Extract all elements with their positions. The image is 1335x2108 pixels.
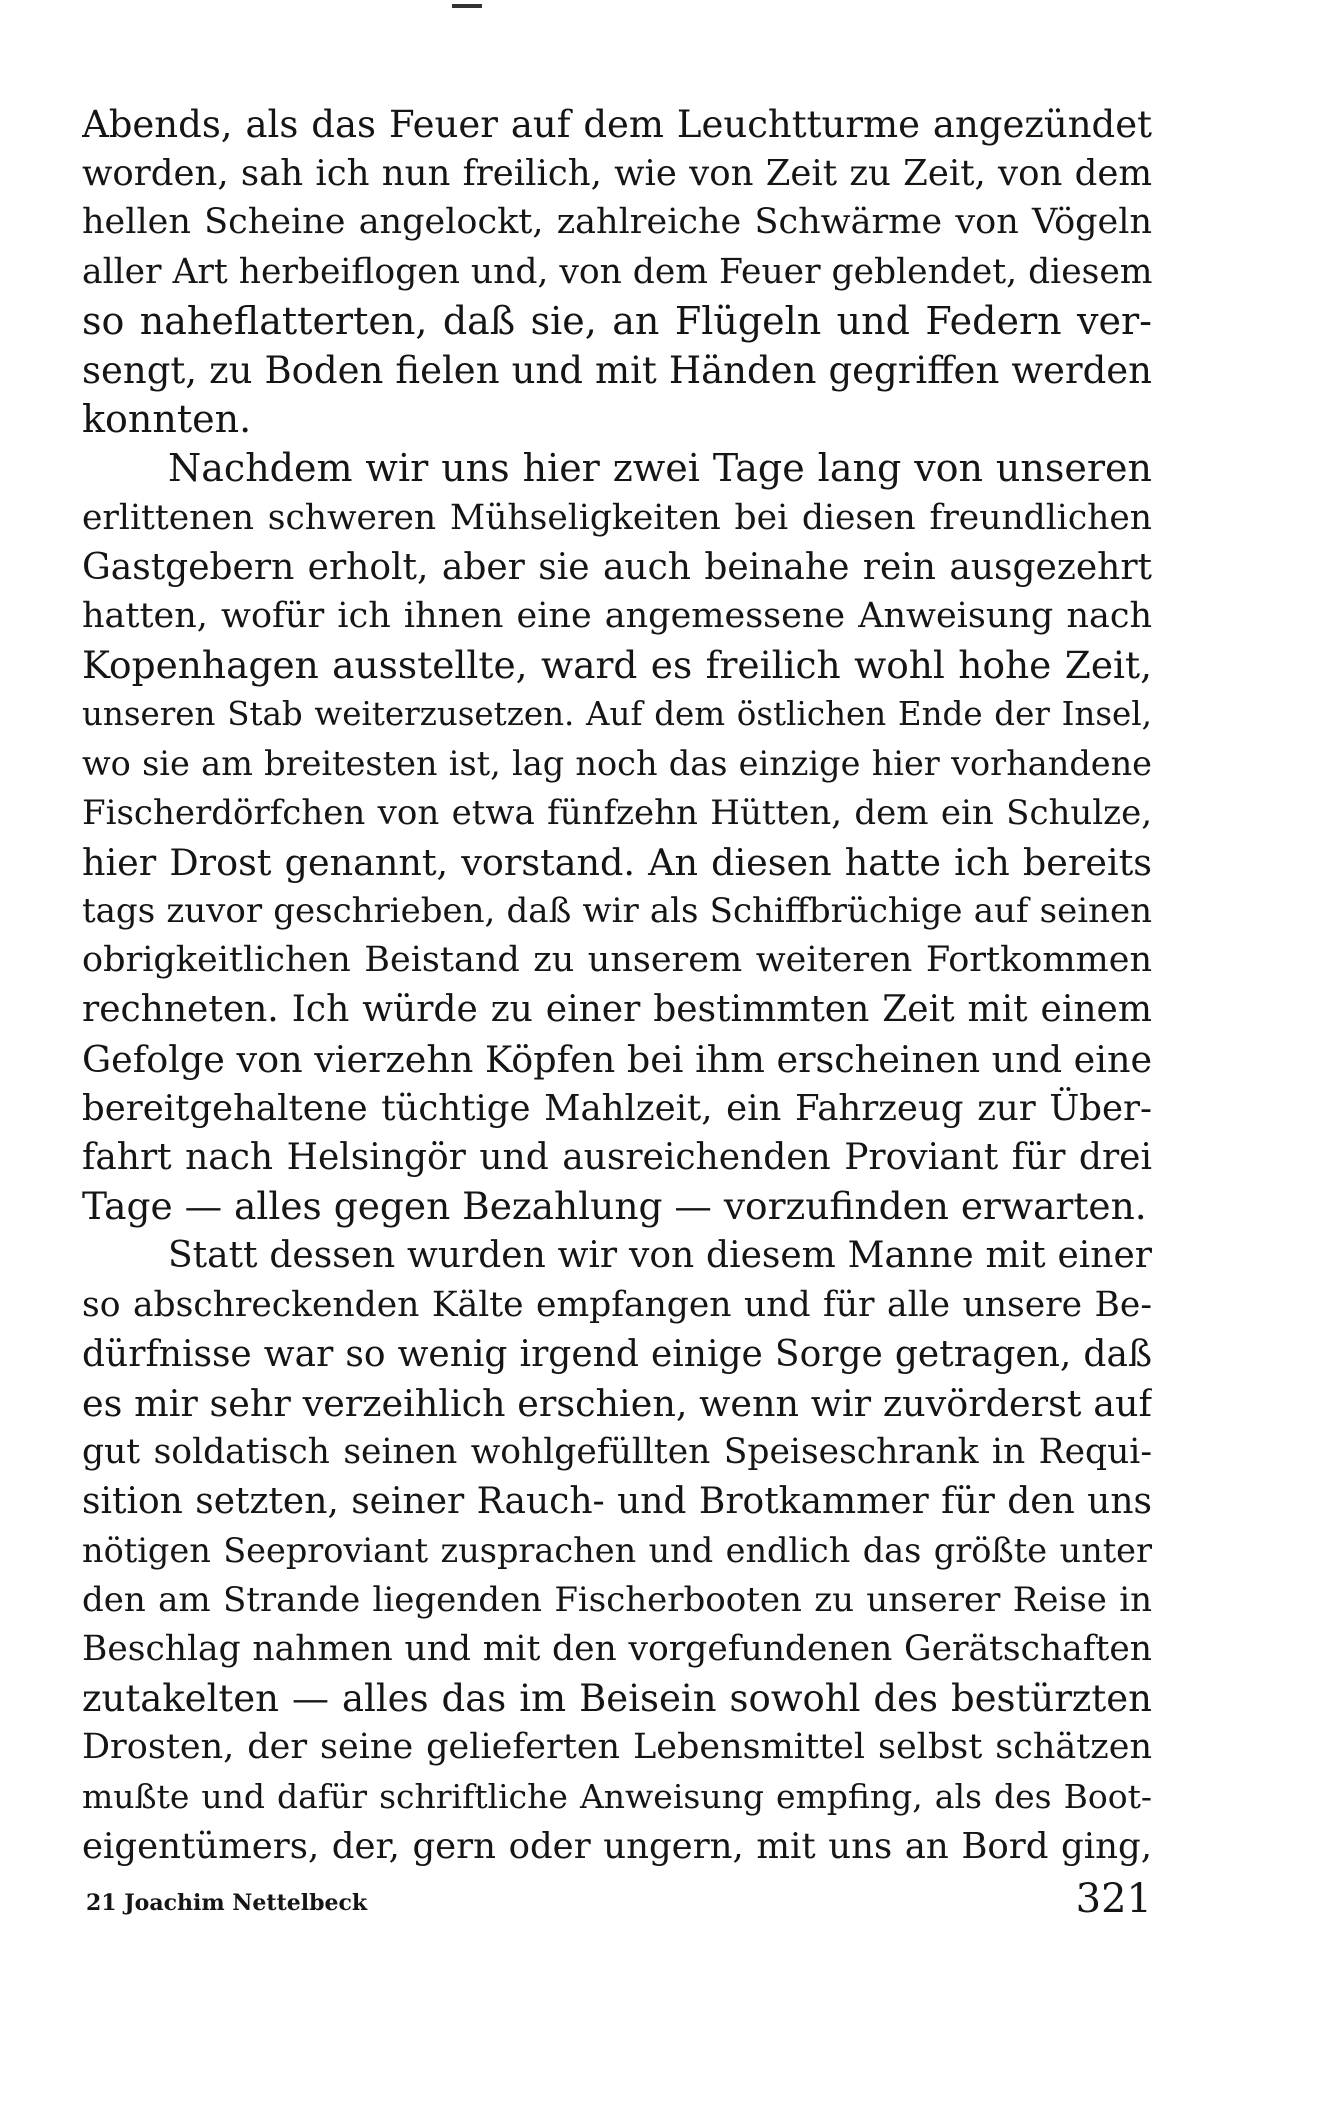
text-line: so abschreckenden Kälte empfangen und für alle unsere Be-	[82, 1284, 1152, 1325]
text-line: mußte und dafür schriftliche Anweisung empfing, als des Boot-	[82, 1777, 1152, 1817]
text-line: Drosten, der seine gelieferten Lebensmittel selbst schätzen	[82, 1727, 1152, 1768]
text-line: Nachdem wir uns hier zwei Tage lang von unseren	[168, 446, 1152, 491]
text-line: fahrt nach Helsingör und ausreichenden Proviant für drei	[82, 1136, 1152, 1178]
text-line: aller Art herbeiflogen und, von dem Feuer geblendet, diesem	[82, 251, 1152, 292]
text-line: hier Drost genannt, vorstand. An diesen hatte ich bereits	[82, 840, 1152, 884]
text-line: Abends, als das Feuer auf dem Leuchtturme angezündet	[82, 103, 1152, 146]
text-line: eigentümers, der, gern oder ungern, mit uns an Bord ging,	[82, 1825, 1152, 1867]
text-line: hellen Scheine angelockt, zahlreiche Schwärme von Vögeln	[82, 202, 1152, 243]
text-line: dürfnisse war so wenig irgend einige Sorge getragen, daß	[82, 1333, 1152, 1375]
text-line: so naheflatterten, daß sie, an Flügeln und Federn ver-	[82, 298, 1152, 343]
text-line: gut soldatisch seinen wohlgefüllten Speiseschrank in Requi-	[82, 1432, 1152, 1473]
text-line: Statt dessen wurden wir von diesem Manne mit einer	[168, 1235, 1152, 1277]
text-line: konnten.	[82, 397, 252, 442]
text-line: Gefolge von vierzehn Köpfen bei ihm erscheinen und eine	[82, 1037, 1152, 1081]
top-print-mark	[452, 4, 482, 8]
page-number: 321	[1075, 1876, 1152, 1922]
text-line: sengt, zu Boden fielen und mit Händen gegriffen werden	[82, 348, 1152, 392]
text-line: wo sie am breitesten ist, lag noch das einzige hier vorhandene	[82, 744, 1152, 784]
text-line: bereitgehaltene tüchtige Mahlzeit, ein Fahrzeug zur Über-	[82, 1087, 1152, 1129]
body-text	[82, 100, 1152, 1871]
printer-signature: 21 Joachim Nettelbeck	[86, 1890, 368, 1916]
text-line: nötigen Seeproviant zusprachen und endlich das größte unter	[82, 1531, 1152, 1571]
text-line: worden, sah ich nun freilich, wie von Zeit zu Zeit, von dem	[82, 153, 1152, 195]
text-line: zutakelten — alles das im Beisein sowohl des bestürzten	[82, 1677, 1152, 1720]
text-line: hatten, wofür ich ihnen eine angemessene Anweisung nach	[82, 595, 1152, 636]
text-line: Fischerdörfchen von etwa fünfzehn Hütten, dem ein Schulze,	[82, 792, 1152, 833]
text-line: Beschlag nahmen und mit den vorgefundenen Gerätschaften	[82, 1628, 1152, 1669]
text-line: Kopenhagen ausstellte, ward es freilich wohl hohe Zeit,	[82, 643, 1152, 688]
text-line: unseren Stab weiterzusetzen. Auf dem östlichen Ende der Insel,	[82, 695, 1152, 734]
text-line: den am Strande liegenden Fischerbooten zu unserer Reise in	[82, 1579, 1152, 1620]
page-footer	[82, 1876, 1152, 1922]
text-line: obrigkeitlichen Beistand zu unserem weiteren Fortkommen	[82, 940, 1152, 981]
text-line: sition setzten, seiner Rauch- und Brotkammer für den uns	[82, 1481, 1152, 1523]
text-line: es mir sehr verzeihlich erschien, wenn wir zuvörderst auf	[82, 1381, 1152, 1425]
text-line: Gastgebern erholt, aber sie auch beinahe rein ausgezehrt	[82, 546, 1152, 588]
text-line: rechneten. Ich würde zu einer bestimmten Zeit mit einem	[82, 989, 1152, 1031]
text-line: Tage — alles gegen Bezahlung — vorzufinden erwarten.	[82, 1184, 1147, 1229]
text-line: erlittenen schweren Mühseligkeiten bei diesen freundlichen	[82, 497, 1152, 538]
text-line: tags zuvor geschrieben, daß wir als Schiffbrüchige auf seinen	[82, 891, 1152, 931]
